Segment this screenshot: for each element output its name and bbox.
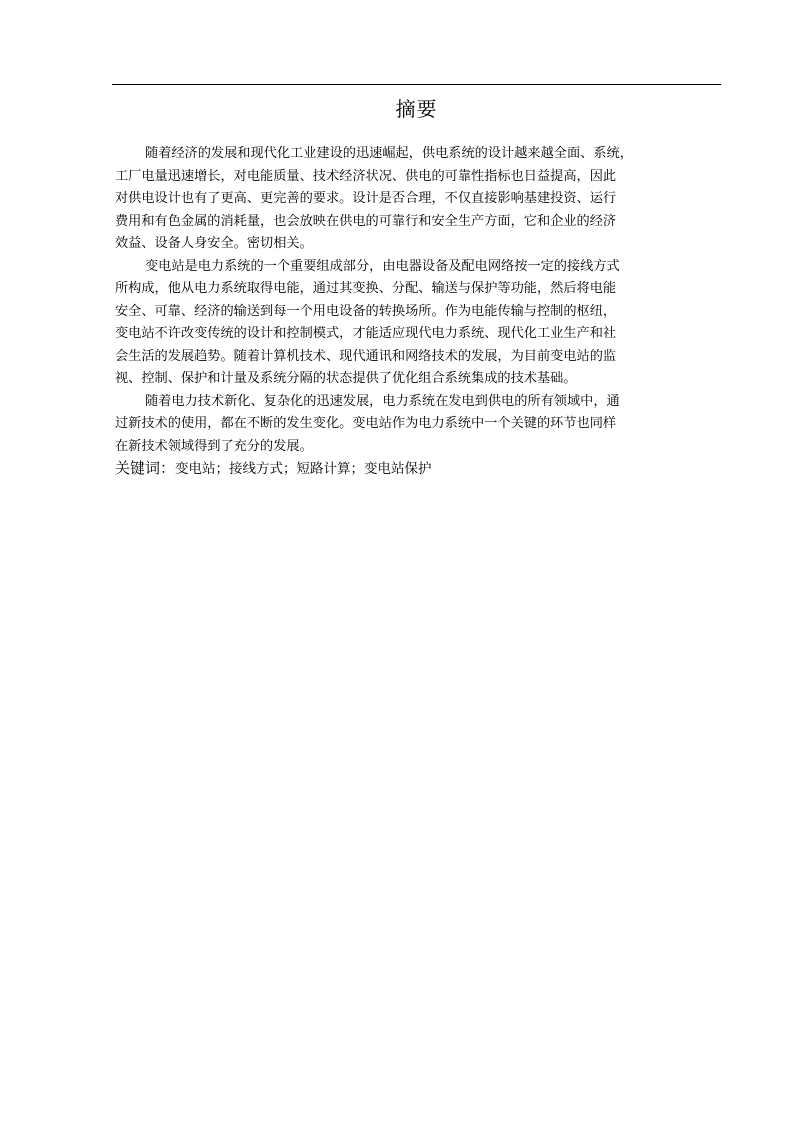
text-line: 随着电力技术新化、复杂化的迅速发展，电力系统在发电到供电的所有领域中，通: [145, 393, 620, 409]
text-line: 过新技术的使用，都在不断的发生变化。变电站作为电力系统中一个关键的环节也同样: [115, 416, 617, 431]
text-line: 在新技术领域得到了充分的发展。: [115, 438, 313, 454]
text-line: 所构成，他从电力系统取得电能，通过其变换、分配、输送与保护等功能，然后将电能: [115, 281, 617, 296]
paragraph: [115, 391, 725, 459]
text-line: 变电站不许改变传统的设计和控制模式，才能适应现代电力系统、现代化工业生产和社: [115, 326, 617, 341]
text-line: 工厂电量迅速增长，对电能质量、技术经济状况、供电的可靠性指标也日益提高，因此: [115, 168, 617, 184]
paragraph: [115, 143, 725, 256]
abstract-body: [115, 143, 725, 458]
text-line: 视、控制、保护和计量及系统分隔的状态提供了优化组合系统集成的技术基础。: [115, 371, 577, 386]
text-line: 变电站是电力系统的一个重要组成部分，由电器设备及配电网络按一定的接线方式: [145, 258, 620, 274]
page-title: 摘要: [395, 97, 438, 121]
paragraph: [115, 256, 725, 391]
text-line: 效益、设备人身安全。密切相关。: [115, 236, 313, 251]
text-line: 会生活的发展趋势。随着计算机技术、现代通讯和网络技术的发展，为目前变电站的监: [115, 348, 617, 364]
keywords-label: 关键词：: [115, 459, 176, 477]
text-line: 安全、可靠、经济的输送到每一个用电设备的转换场所。作为电能传输与控制的枢纽，: [115, 303, 617, 319]
header-rule: [112, 84, 721, 85]
text-line: 费用和有色金属的消耗量，也会放映在供电的可靠行和安全生产方面，它和企业的经济: [115, 213, 617, 229]
keywords-line: [115, 457, 432, 480]
text-line: 随着经济的发展和现代化工业建设的迅速崛起，供电系统的设计越来越全面、系统，: [145, 146, 633, 161]
text-line: 对供电设计也有了更高、更完善的要求。设计是否合理，不仅直接影响基建投资、运行: [115, 191, 617, 206]
keywords-value: 变电站；接线方式；短路计算；变电站保护: [175, 461, 432, 477]
